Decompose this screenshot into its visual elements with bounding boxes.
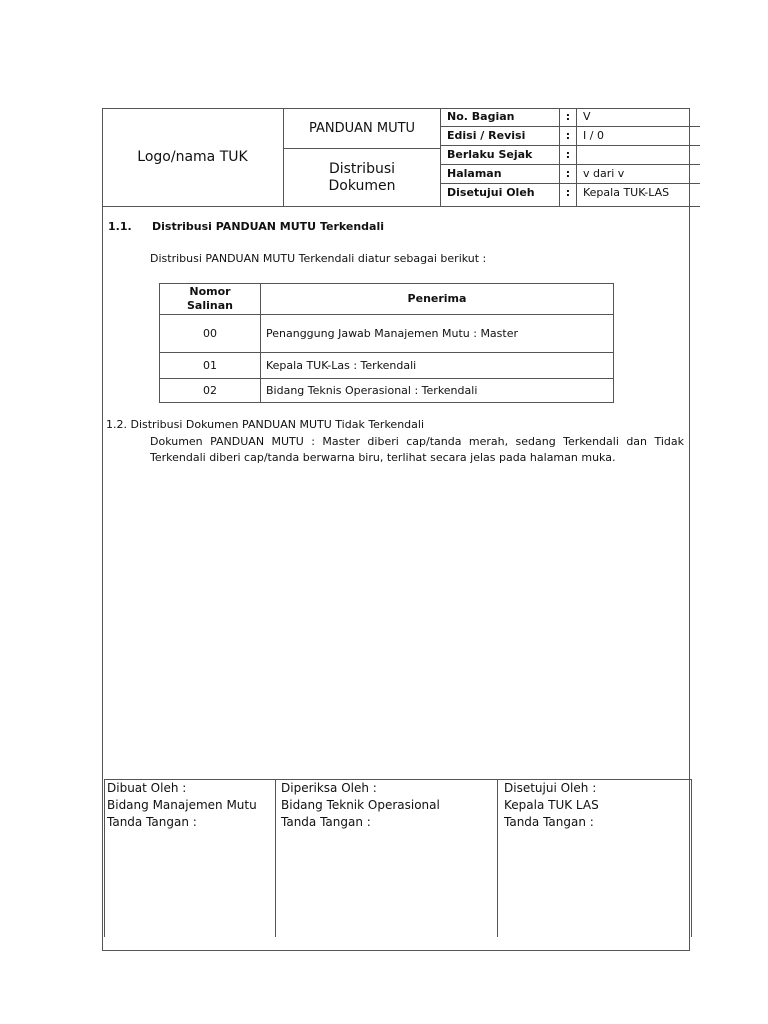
signature-column-checked — [276, 780, 498, 937]
document-meta — [441, 108, 700, 206]
recipient: Kepala TUK-Las : Terkendali — [261, 353, 614, 379]
section-number: 1.1. — [108, 220, 132, 233]
table-row — [160, 379, 614, 403]
signature-unit: Bidang Manajemen Mutu — [107, 798, 257, 812]
signature-role: Dibuat Oleh : — [107, 781, 187, 795]
section-title: Distribusi PANDUAN MUTU Terkendali — [152, 220, 385, 233]
meta-row — [441, 184, 700, 206]
table-row — [160, 353, 614, 379]
signature-role: Disetujui Oleh : — [504, 781, 597, 795]
document-title: PANDUAN MUTU — [284, 108, 441, 149]
recipient: Penanggung Jawab Manajemen Mutu : Master — [261, 315, 614, 353]
header-divider — [102, 206, 700, 207]
meta-value: v dari v — [583, 167, 625, 180]
section-2-paragraph: Dokumen PANDUAN MUTU : Master diberi cap/tanda merah, sedang Terkendali dan Tidak Terkendali diberi cap/tanda berwarna biru, terlihat secara jelas pada halaman muka. — [150, 435, 684, 464]
meta-label: No. Bagian — [441, 108, 560, 126]
meta-label: Edisi / Revisi — [441, 127, 560, 145]
meta-value: Kepala TUK-LAS — [583, 186, 670, 199]
meta-colon: : — [560, 146, 577, 164]
copy-number: 00 — [160, 315, 261, 353]
table-header-row — [160, 284, 614, 315]
section-1-intro: Distribusi PANDUAN MUTU Terkendali diatur sebagai berikut : — [150, 252, 487, 265]
meta-row — [441, 165, 700, 184]
signature-field: Tanda Tangan : — [504, 815, 594, 829]
section-2-heading: 1.2. Distribusi Dokumen PANDUAN MUTU Tidak Terkendali — [106, 418, 425, 431]
document-subtitle: Distribusi Dokumen — [284, 149, 441, 206]
signature-unit: Bidang Teknik Operasional — [281, 798, 440, 812]
meta-label: Berlaku Sejak — [441, 146, 560, 164]
copy-number: 02 — [160, 379, 261, 403]
signature-field: Tanda Tangan : — [107, 815, 197, 829]
meta-value — [577, 146, 700, 164]
section-1-heading — [108, 220, 384, 233]
meta-label: Halaman — [441, 165, 560, 183]
signature-block — [104, 779, 692, 937]
copy-number: 01 — [160, 353, 261, 379]
table-row — [160, 315, 614, 353]
meta-colon: : — [560, 127, 577, 145]
meta-label: Disetujui Oleh — [441, 184, 560, 206]
signature-column-prepared — [104, 780, 276, 937]
meta-row — [441, 127, 700, 146]
meta-row — [441, 146, 700, 165]
signature-field: Tanda Tangan : — [281, 815, 371, 829]
column-header-recipient: Penerima — [261, 284, 614, 315]
meta-row — [441, 108, 700, 127]
document-header — [102, 108, 700, 206]
logo-placeholder: Logo/nama TUK — [102, 108, 284, 206]
signature-column-approved — [498, 780, 692, 937]
meta-value: V — [583, 110, 591, 123]
meta-colon: : — [560, 108, 577, 126]
meta-value: I / 0 — [583, 129, 604, 142]
signature-role: Diperiksa Oleh : — [281, 781, 377, 795]
meta-colon: : — [560, 165, 577, 183]
distribution-table — [159, 283, 614, 403]
recipient: Bidang Teknis Operasional : Terkendali — [261, 379, 614, 403]
column-header-number: Nomor Salinan — [160, 284, 261, 315]
signature-unit: Kepala TUK LAS — [504, 798, 599, 812]
meta-colon: : — [560, 184, 577, 206]
